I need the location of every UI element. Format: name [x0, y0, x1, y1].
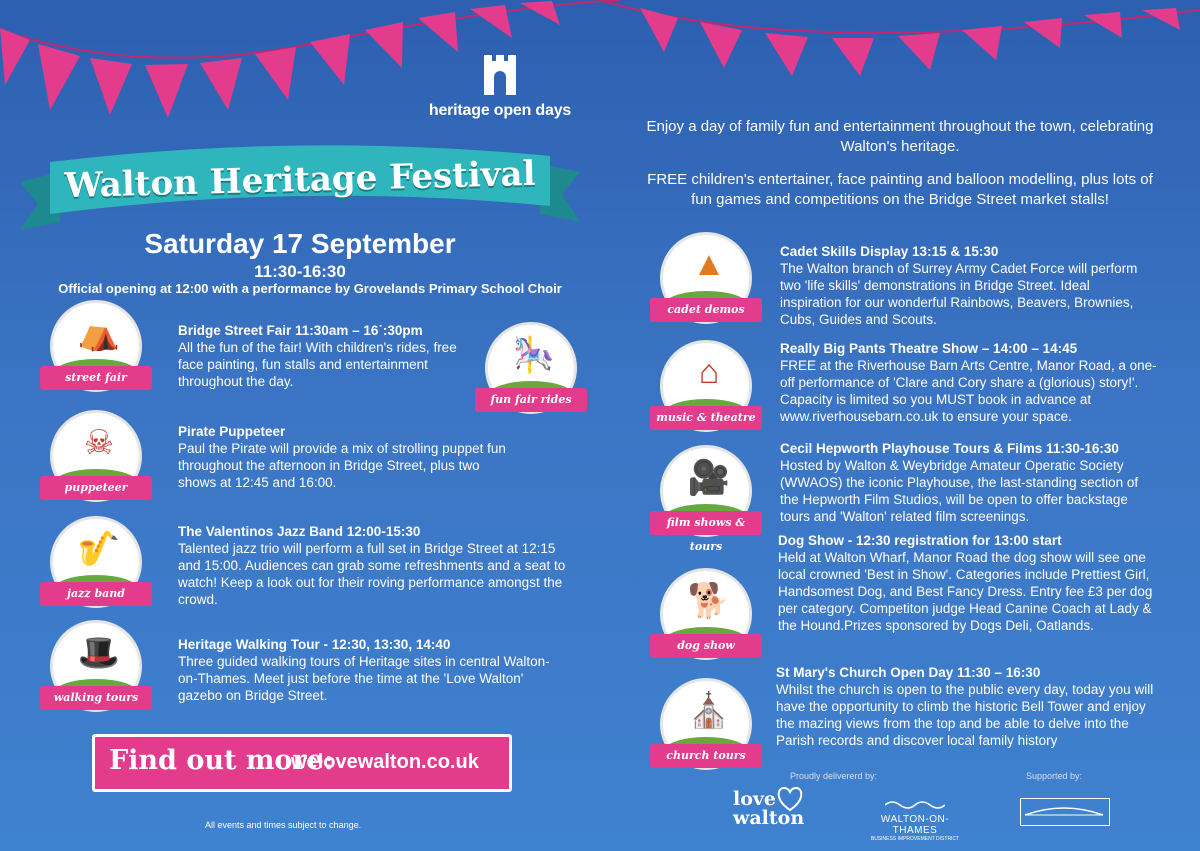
bridge-icon	[1021, 799, 1107, 823]
website-link[interactable]: welovewalton.co.uk	[291, 751, 479, 773]
event-title: Really Big Pants Theatre Show – 14:00 – 14:45	[780, 341, 1078, 356]
love-walton-logo: love walton	[733, 788, 805, 829]
event-bridge-street-fair	[178, 322, 458, 390]
event-text: Held at Walton Wharf, Manor Road the dog show will see one local crowned 'Best in Show'. Categories include Prettiest Girl, Handsomest Dog, and Best Fancy Dress. Entry fee £3 per dog per category. Competiton judge Head Canine Coach at Lady & the Hound.Prizes sponsored by Dogs Deli, Oatlands.	[778, 550, 1153, 633]
event-theatre-show	[780, 340, 1160, 425]
walton-on-thames-bid-logo: WALTON-ON-THAMES BUSINESS IMPROVEMENT DISTRICT	[860, 796, 970, 842]
band-icon: 🎷	[77, 530, 121, 568]
event-title: The Valentinos Jazz Band 12:00-15:30	[178, 524, 421, 539]
market-stall-icon: ⛺	[77, 314, 121, 352]
heart-icon	[775, 786, 805, 812]
find-out-more-label: Find out more:	[109, 745, 334, 776]
event-text: Talented jazz trio will perform a full set in Bridge Street at 12:15 and 15:00. Audiences can grab some refreshments and a seat to watch! Keep a look out for their roving performance amongst the crowd.	[178, 541, 566, 607]
tent-icon: ▲	[692, 245, 726, 283]
event-title: Cadet Skills Display 13:15 & 15:30	[780, 244, 999, 259]
festival-title: Walton Heritage Festival	[64, 153, 536, 207]
event-dog-show	[778, 532, 1168, 634]
opening-note: Official opening at 12:00 with a performance by Grovelands Primary School Choir	[58, 281, 562, 296]
event-jazz-band	[178, 523, 578, 608]
logo-text: heritage open days	[428, 102, 572, 119]
church-icon: ⛪	[687, 692, 731, 730]
badge-puppeteer: ☠ puppeteer	[40, 410, 152, 522]
event-cadet-skills	[780, 243, 1150, 328]
event-st-marys	[776, 664, 1166, 749]
waves-icon	[885, 799, 945, 809]
heritage-open-days-logo	[415, 55, 585, 120]
badge-fun-fair-rides: 🎠 fun fair rides	[475, 322, 587, 434]
event-title: Bridge Street Fair 11:30am – 16˙:30pm	[178, 323, 423, 338]
supported-by-label: Supported by:	[1026, 771, 1083, 781]
event-title: St Mary's Church Open Day 11:30 – 16:30	[776, 665, 1041, 680]
event-text: Hosted by Walton & Weybridge Amateur Operatic Society (WWAOS) the iconic Playhouse, the last-standing section of the Hepworth Film Studios, will be open to offer backstage tours and 'Walton' related film screenings.	[780, 458, 1139, 524]
event-walking-tour	[178, 636, 558, 704]
intro	[640, 117, 1160, 223]
event-text: FREE at the Riverhouse Barn Arts Centre, Manor Road, a one-off performance of 'Clare and Cory share a (glorious) story!'. Capacity is limited so you MUST book in advance at www.riverhousebarn.co.uk to ensure your space.	[780, 358, 1157, 424]
event-text: All the fun of the fair! With children's rides, free face painting, fun stalls and entertainment throughout the day.	[178, 340, 457, 389]
event-title: Dog Show - 12:30 registration for 13:00 start	[778, 533, 1062, 548]
badge-dog-show: 🐕 dog show	[650, 568, 762, 680]
badge-street-fair: ⛺ street fair	[40, 300, 152, 412]
find-out-more-banner[interactable]	[92, 734, 512, 792]
badge-walking-tours: 🎩 walking tours	[40, 620, 152, 732]
dog-icon: 🐕	[687, 582, 731, 620]
carousel-icon: 🎠	[512, 336, 556, 374]
badge-church-tours: ⛪ church tours	[650, 678, 762, 790]
film-camera-icon: 🎥	[687, 459, 731, 497]
barn-icon: ⌂	[698, 353, 720, 391]
event-playhouse	[780, 440, 1160, 525]
badge-film-shows-tours: 🎥 film shows & tours	[650, 445, 762, 557]
badge-cadet-demos: ▲ cadet demos	[650, 232, 762, 344]
town-society-logo	[1020, 798, 1110, 826]
event-time: 11:30-16:30	[254, 262, 346, 281]
event-text: Paul the Pirate will provide a mix of strolling puppet fun throughout the afternoon in Bridge Street, plus two shows at 12:45 and 16:00.	[178, 441, 506, 490]
castle-icon	[482, 55, 518, 95]
event-date: Saturday 17 September	[144, 228, 456, 259]
disclaimer: All events and times subject to change.	[205, 820, 362, 830]
badge-music-theatre: ⌂ music & theatre	[650, 340, 762, 452]
badge-jazz-band: 🎷 jazz band	[40, 516, 152, 628]
intro-paragraph: Enjoy a day of family fun and entertainment throughout the town, celebrating Walton's heritage.	[646, 118, 1154, 155]
event-pirate-puppeteer	[178, 423, 518, 491]
delivered-by-label: Proudly delivererd by:	[790, 771, 878, 781]
event-text: The Walton branch of Surrey Army Cadet Force will perform two 'life skills' demonstrations in Bridge Street. Ideal inspiration for our wonderful Rainbows, Beavers, Brownies, Cubs, Guides and Scouts.	[780, 261, 1138, 327]
pirate-icon: ☠	[83, 424, 115, 462]
event-title: Cecil Hepworth Playhouse Tours & Films 11:30-16:30	[780, 441, 1119, 456]
bunting-decoration	[0, 0, 1200, 120]
intro-paragraph: FREE children's entertainer, face painting and balloon modelling, plus lots of fun games and competitions on the Bridge Street market stalls!	[647, 171, 1153, 208]
event-title: Heritage Walking Tour - 12:30, 13:30, 14:40	[178, 637, 451, 652]
event-text: Three guided walking tours of Heritage sites in central Walton-on-Thames. Meet just before the time at the 'Love Walton' gazebo on Bridge Street.	[178, 654, 550, 703]
guide-icon: 🎩	[77, 634, 121, 672]
event-title: Pirate Puppeteer	[178, 424, 286, 439]
event-text: Whilst the church is open to the public every day, today you will have the opportunity to climb the historic Bell Tower and enjoy the mazing views from the top and be able to delve into the Parish records and discover local family history	[776, 682, 1154, 748]
